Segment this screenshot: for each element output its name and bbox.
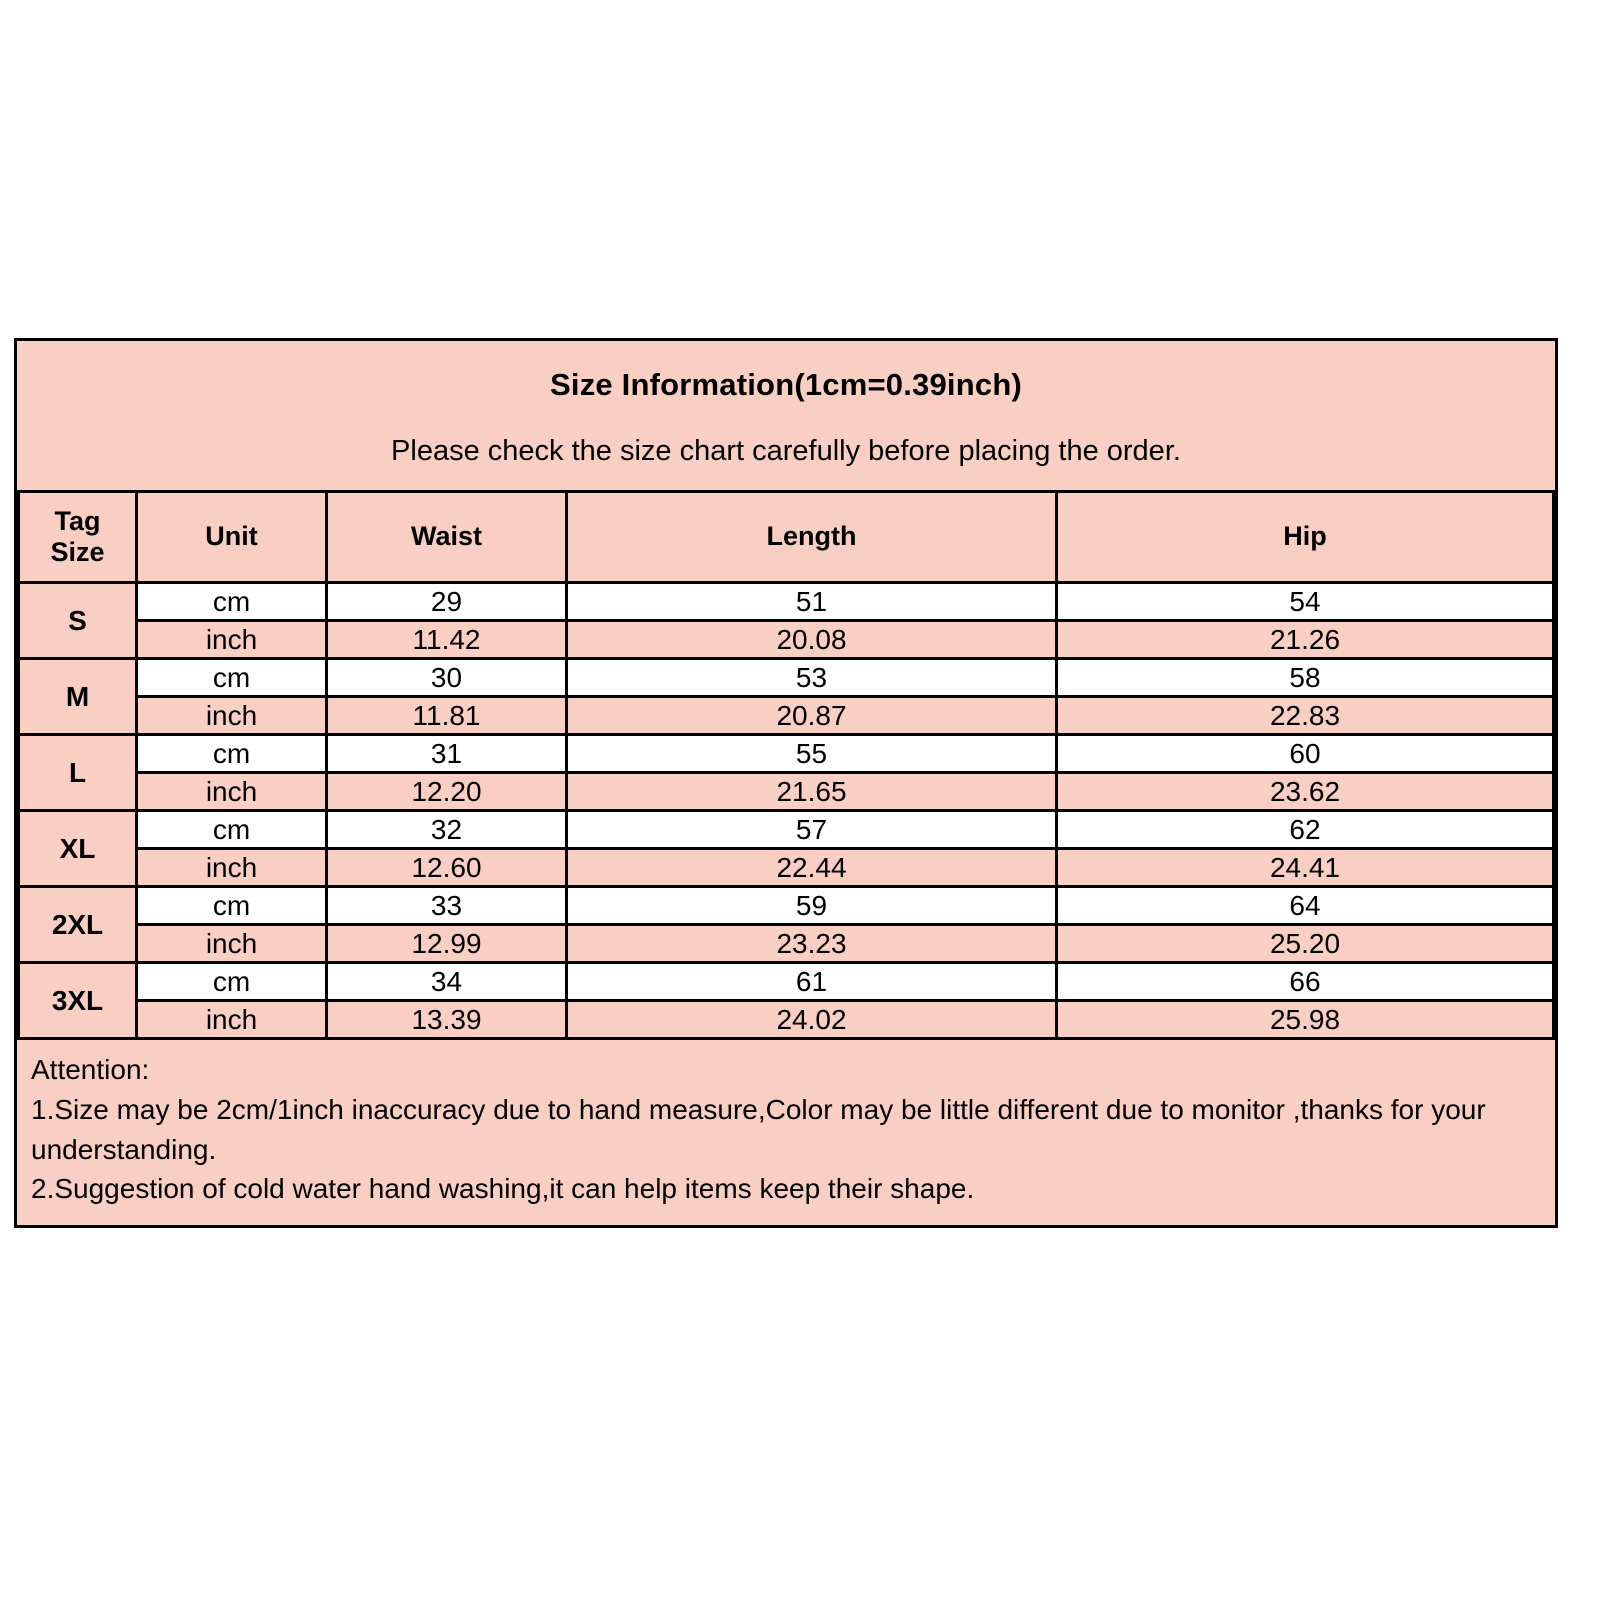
hip-cell: 24.41 [1057, 849, 1554, 887]
column-header-unit: Unit [137, 492, 327, 583]
tag-size-cell: 2XL [19, 887, 137, 963]
table-row [19, 887, 1554, 925]
table-row [19, 697, 1554, 735]
waist-cell: 31 [327, 735, 567, 773]
table-row [19, 849, 1554, 887]
hip-cell: 60 [1057, 735, 1554, 773]
size-chart-card [14, 338, 1558, 1228]
unit-cell: cm [137, 887, 327, 925]
length-cell: 21.65 [567, 773, 1057, 811]
unit-cell: inch [137, 697, 327, 735]
column-header-length: Length [567, 492, 1057, 583]
table-row [19, 773, 1554, 811]
waist-cell: 11.42 [327, 621, 567, 659]
waist-cell: 12.99 [327, 925, 567, 963]
unit-cell: inch [137, 621, 327, 659]
chart-subtitle: Please check the size chart carefully before placing the order. [391, 435, 1181, 467]
waist-cell: 33 [327, 887, 567, 925]
length-cell: 59 [567, 887, 1057, 925]
waist-cell: 11.81 [327, 697, 567, 735]
length-cell: 53 [567, 659, 1057, 697]
table-row [19, 621, 1554, 659]
hip-cell: 66 [1057, 963, 1554, 1001]
unit-cell: inch [137, 773, 327, 811]
table-row [19, 735, 1554, 773]
hip-cell: 22.83 [1057, 697, 1554, 735]
unit-cell: inch [137, 925, 327, 963]
tag-size-cell: XL [19, 811, 137, 887]
length-cell: 61 [567, 963, 1057, 1001]
column-header-tag-size [19, 492, 137, 583]
waist-cell: 34 [327, 963, 567, 1001]
length-cell: 51 [567, 583, 1057, 621]
tag-size-cell: M [19, 659, 137, 735]
attention-block [17, 1040, 1555, 1225]
unit-cell: cm [137, 735, 327, 773]
table-body [19, 583, 1554, 1039]
column-header-waist: Waist [327, 492, 567, 583]
tag-size-line2: Size [50, 537, 105, 567]
chart-header [17, 341, 1555, 490]
attention-line-2: 2.Suggestion of cold water hand washing,it can help items keep their shape. [31, 1173, 975, 1205]
table-row [19, 963, 1554, 1001]
size-table [17, 490, 1555, 1040]
hip-cell: 25.98 [1057, 1001, 1554, 1039]
unit-cell: inch [137, 1001, 327, 1039]
table-row [19, 1001, 1554, 1039]
unit-cell: cm [137, 583, 327, 621]
length-cell: 24.02 [567, 1001, 1057, 1039]
waist-cell: 29 [327, 583, 567, 621]
waist-cell: 12.20 [327, 773, 567, 811]
column-header-hip: Hip [1057, 492, 1554, 583]
length-cell: 22.44 [567, 849, 1057, 887]
hip-cell: 23.62 [1057, 773, 1554, 811]
waist-cell: 12.60 [327, 849, 567, 887]
length-cell: 20.08 [567, 621, 1057, 659]
hip-cell: 58 [1057, 659, 1554, 697]
attention-line-1: 1.Size may be 2cm/1inch inaccuracy due to hand measure,Color may be little different due to monitor ,thanks for your understanding. [31, 1093, 1486, 1165]
table-row [19, 925, 1554, 963]
waist-cell: 13.39 [327, 1001, 567, 1039]
attention-heading: Attention: [31, 1054, 150, 1085]
unit-cell: cm [137, 659, 327, 697]
length-cell: 57 [567, 811, 1057, 849]
length-cell: 55 [567, 735, 1057, 773]
hip-cell: 54 [1057, 583, 1554, 621]
tag-size-cell: S [19, 583, 137, 659]
page-title: Size Information(1cm=0.39inch) [550, 367, 1022, 402]
unit-cell: inch [137, 849, 327, 887]
hip-cell: 64 [1057, 887, 1554, 925]
hip-cell: 21.26 [1057, 621, 1554, 659]
length-cell: 20.87 [567, 697, 1057, 735]
table-row [19, 583, 1554, 621]
waist-cell: 30 [327, 659, 567, 697]
unit-cell: cm [137, 963, 327, 1001]
tag-size-cell: 3XL [19, 963, 137, 1039]
length-cell: 23.23 [567, 925, 1057, 963]
hip-cell: 25.20 [1057, 925, 1554, 963]
unit-cell: cm [137, 811, 327, 849]
tag-size-cell: L [19, 735, 137, 811]
waist-cell: 32 [327, 811, 567, 849]
table-header-row [19, 492, 1554, 583]
table-row [19, 659, 1554, 697]
hip-cell: 62 [1057, 811, 1554, 849]
tag-size-line1: Tag [54, 505, 101, 536]
table-row [19, 811, 1554, 849]
